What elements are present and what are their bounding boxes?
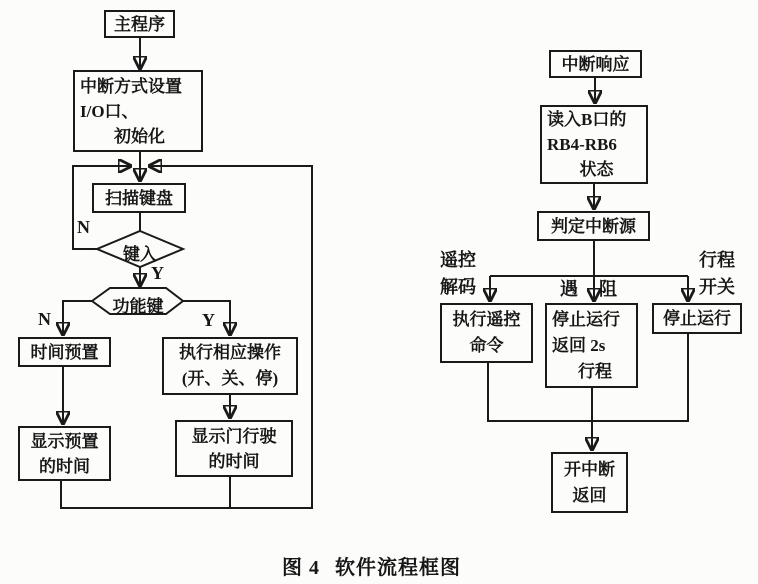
- node-label: 时间预置: [30, 342, 99, 362]
- node-label-line1: 读入B口的: [547, 110, 627, 129]
- label-obstructed-right: 阻: [599, 279, 617, 299]
- label-obstructed-left: 遇: [560, 279, 578, 299]
- node-label-line1: 执行遥控: [452, 310, 521, 329]
- node-execute-operation: [162, 337, 298, 395]
- node-label-line1: 显示门行驶: [191, 426, 277, 446]
- decision-key-input-label: 键入: [123, 245, 157, 264]
- node-label: 中断响应: [561, 54, 630, 74]
- node-label-line1: 开中断: [564, 459, 615, 479]
- node-label-line3: 初始化: [114, 126, 165, 146]
- node-execute-remote-command: [440, 303, 533, 363]
- node-label-line1: 中断方式设置: [80, 76, 182, 96]
- figure-caption: [282, 551, 461, 580]
- edge-funckey-no-branch: [63, 301, 92, 334]
- node-scan-keyboard: [92, 183, 186, 213]
- node-label-line1: 停止运行: [552, 309, 620, 329]
- node-label-line1: 显示预置: [30, 431, 99, 451]
- node-label-line1: 执行相应操作: [179, 343, 281, 362]
- label-keyin-no: N: [77, 217, 90, 237]
- node-label-line3: 行程: [578, 361, 612, 381]
- node-interrupt-setup: [73, 70, 203, 152]
- node-label-line2: (开、关、停): [181, 369, 279, 388]
- node-label-line2: 的时间: [39, 456, 90, 476]
- node-read-port-b: [540, 105, 648, 184]
- label-line1: 遥控: [440, 250, 476, 270]
- label-funckey-no: N: [38, 309, 51, 329]
- node-label: 判定中断源: [551, 216, 636, 236]
- label-funckey-yes: Y: [202, 310, 215, 330]
- node-display-door-time: [175, 420, 293, 477]
- node-main-program: [104, 10, 175, 38]
- node-label: 停止运行: [663, 309, 731, 328]
- label-keyin-yes: Y: [151, 263, 164, 283]
- node-display-preset-time: [18, 426, 111, 481]
- node-judge-interrupt-source: [537, 211, 650, 241]
- node-label-line2: I/O口、: [80, 101, 139, 121]
- figure-number: 图 4: [282, 557, 320, 579]
- node-label: 主程序: [114, 14, 165, 34]
- figure-title: 软件流程框图: [335, 557, 461, 579]
- node-label-line2: 命令: [469, 336, 504, 355]
- label-line1: 行程: [699, 250, 735, 270]
- label-remote-decode: [440, 247, 484, 301]
- node-label-line3: 状态: [579, 160, 614, 179]
- node-stop-running: [652, 303, 742, 334]
- decision-function-key-label: 功能键: [112, 297, 164, 316]
- node-label-line2: 的时间: [208, 451, 260, 471]
- node-label: 扫描键盘: [105, 188, 173, 208]
- node-interrupt-response: [549, 50, 642, 78]
- label-line2: 解码: [440, 277, 476, 297]
- node-label-line2: 返回 2s: [552, 335, 606, 355]
- node-time-preset: [18, 337, 111, 367]
- node-open-interrupt-return: [551, 452, 628, 513]
- label-travel-switch: [699, 247, 743, 301]
- node-label-line2: 返回: [572, 485, 607, 505]
- node-label-line2: RB4-RB6: [547, 135, 617, 154]
- label-line2: 开关: [699, 277, 735, 297]
- node-stop-return-travel: [545, 303, 638, 388]
